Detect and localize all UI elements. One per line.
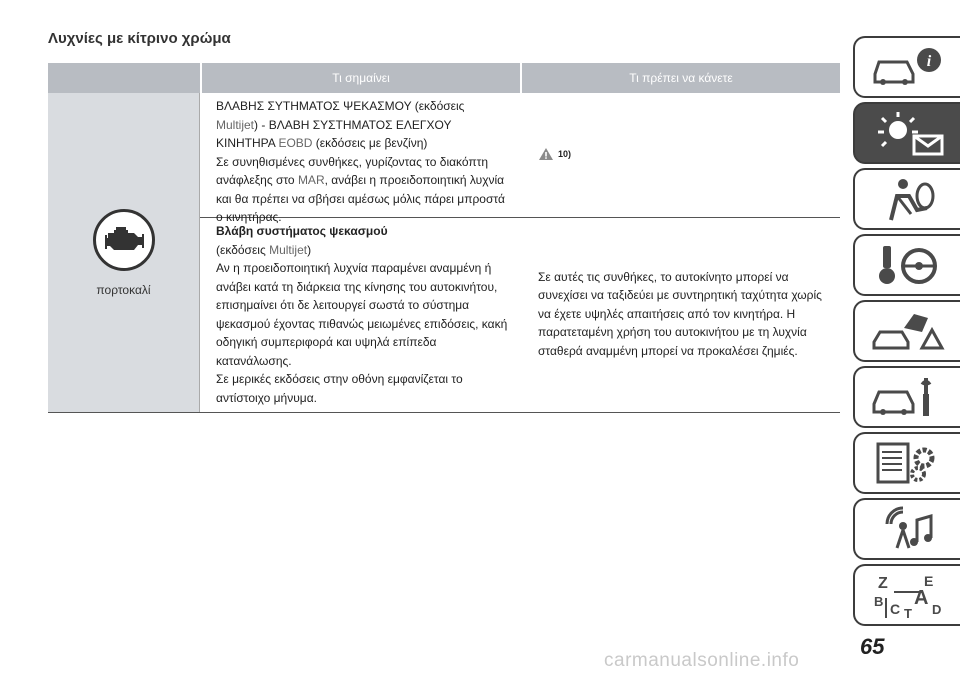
- table-body: [48, 93, 840, 413]
- warning-triangle-icon: [538, 147, 554, 161]
- text-fragment: Σε συνηθισμένες συνθήκες, γυρίζοντας το διακόπτη ανάφλεξης στο: [216, 154, 489, 187]
- meaning-cell: [200, 218, 520, 412]
- engine-check-icon: [93, 209, 155, 271]
- reference-number: 10): [558, 148, 572, 159]
- page-number: 65: [860, 634, 885, 659]
- table-row: [200, 217, 840, 412]
- accident-icon: [870, 308, 946, 354]
- text-fragment: ) -: [254, 117, 269, 132]
- fault-title-control: ΒΛΑΒΗ ΣΥΣΤΗΜΑΤΟΣ ΕΛΕΓΧΟΥ: [268, 117, 452, 132]
- meaning-text: Σε μερικές εκδόσεις στην οθόνη εμφανίζεται το αντίστοιχο μήνυμα.: [216, 372, 463, 405]
- warning-light-icon: [868, 108, 948, 158]
- footer-watermark: carmanualsonline.info: [604, 650, 800, 671]
- key-steering-icon: [873, 242, 943, 288]
- table-row: [200, 93, 840, 224]
- action-text: Σε αυτές τις συνθήκες, το αυτοκίνητο μπορεί να συνεχίσει να ταξιδεύει με συντηρητική ταχύτητα χωρίς να έχετε υψηλές απαιτήσεις από τον κινητήρα. Η παρατεταμένη χρήση του αυτοκινήτου με τη λυχνία σταθερά αναμμένη μπορεί να προκαλέσει ζημιές.: [538, 269, 822, 358]
- text-fragment: (εκδόσεις με βενζίνη): [312, 136, 428, 150]
- header-meaning: Τι σημαίνει: [202, 63, 520, 93]
- tab-warning-lights[interactable]: [853, 102, 960, 164]
- index-letter: E: [923, 573, 933, 589]
- tab-technical-data[interactable]: [853, 432, 960, 494]
- text-fragment: (εκδόσεις: [216, 242, 270, 257]
- index-letter: Z: [877, 575, 888, 592]
- index-alphabet-icon: [870, 570, 946, 620]
- index-letter: T: [903, 606, 912, 620]
- version-label: Multijet: [269, 242, 308, 257]
- fault-title: Βλάβη συστήματος ψεκασμού: [216, 224, 388, 238]
- multimedia-icon: [873, 506, 943, 552]
- index-letter: A: [913, 587, 928, 609]
- tab-multimedia[interactable]: [853, 498, 960, 560]
- mar-label: MAR: [297, 173, 325, 187]
- text-fragment: ): [307, 242, 312, 257]
- index-letter: D: [931, 602, 941, 617]
- version-label: Multijet: [216, 117, 255, 132]
- action-cell: [520, 93, 840, 217]
- header-icon-column: [48, 63, 200, 93]
- meaning-text: Αν η προειδοποιητική λυχνία παραμένει αναμμένη ή ανάβει κατά τη διάρκεια της κίνησης του αυτοκινήτου, επισημαίνει ότι δε λειτουργεί σωστά το σύστημα ψεκασμού έχοντας πιθανώς μειωμένες επιδόσεις, κακή οδηγική συμπεριφορά και υψηλά επίπεδα κατανάλωσης.: [216, 261, 508, 368]
- meaning-cell: [200, 93, 520, 224]
- tab-safety[interactable]: [853, 168, 960, 230]
- eobd-label: EOBD: [275, 136, 313, 150]
- table-header: [48, 63, 840, 93]
- text-fragment: (εκδόσεις: [411, 99, 465, 113]
- warning-reference[interactable]: [538, 145, 571, 164]
- page-title: Λυχνίες με κίτρινο χρώμα: [48, 30, 231, 47]
- tab-car-info[interactable]: [853, 36, 960, 98]
- svg-text:i: i: [926, 53, 931, 70]
- tab-maintenance[interactable]: [853, 366, 960, 428]
- tab-index[interactable]: [853, 564, 960, 626]
- fault-title-engine: ΚΙΝΗΤΗΡΑ: [216, 136, 276, 150]
- index-letter: C: [889, 601, 900, 617]
- icon-cell: [48, 93, 200, 412]
- header-action: Τι πρέπει να κάνετε: [522, 63, 840, 93]
- warning-table: [48, 63, 840, 413]
- tab-emergency[interactable]: [853, 300, 960, 362]
- index-letter: B: [873, 594, 883, 609]
- car-info-icon: [869, 44, 947, 90]
- seatbelt-airbag-icon: [873, 176, 943, 222]
- fault-title-injection: ΒΛΑΒΗΣ ΣΥΤΗΜΑΤΟΣ ΨΕΚΑΣΜΟΥ: [216, 99, 412, 113]
- car-service-icon: [870, 374, 946, 420]
- specs-gears-icon: [870, 440, 946, 486]
- color-label: πορτοκαλί: [96, 282, 151, 297]
- text-fragment: , ανάβει η προειδοποιητική λυχνία και θα πρέπει να σβήσει αμέσως μόλις πάρει μπροστά ο κινητήρας.: [216, 173, 505, 224]
- tab-start-driving[interactable]: [853, 234, 960, 296]
- action-cell: [520, 218, 840, 412]
